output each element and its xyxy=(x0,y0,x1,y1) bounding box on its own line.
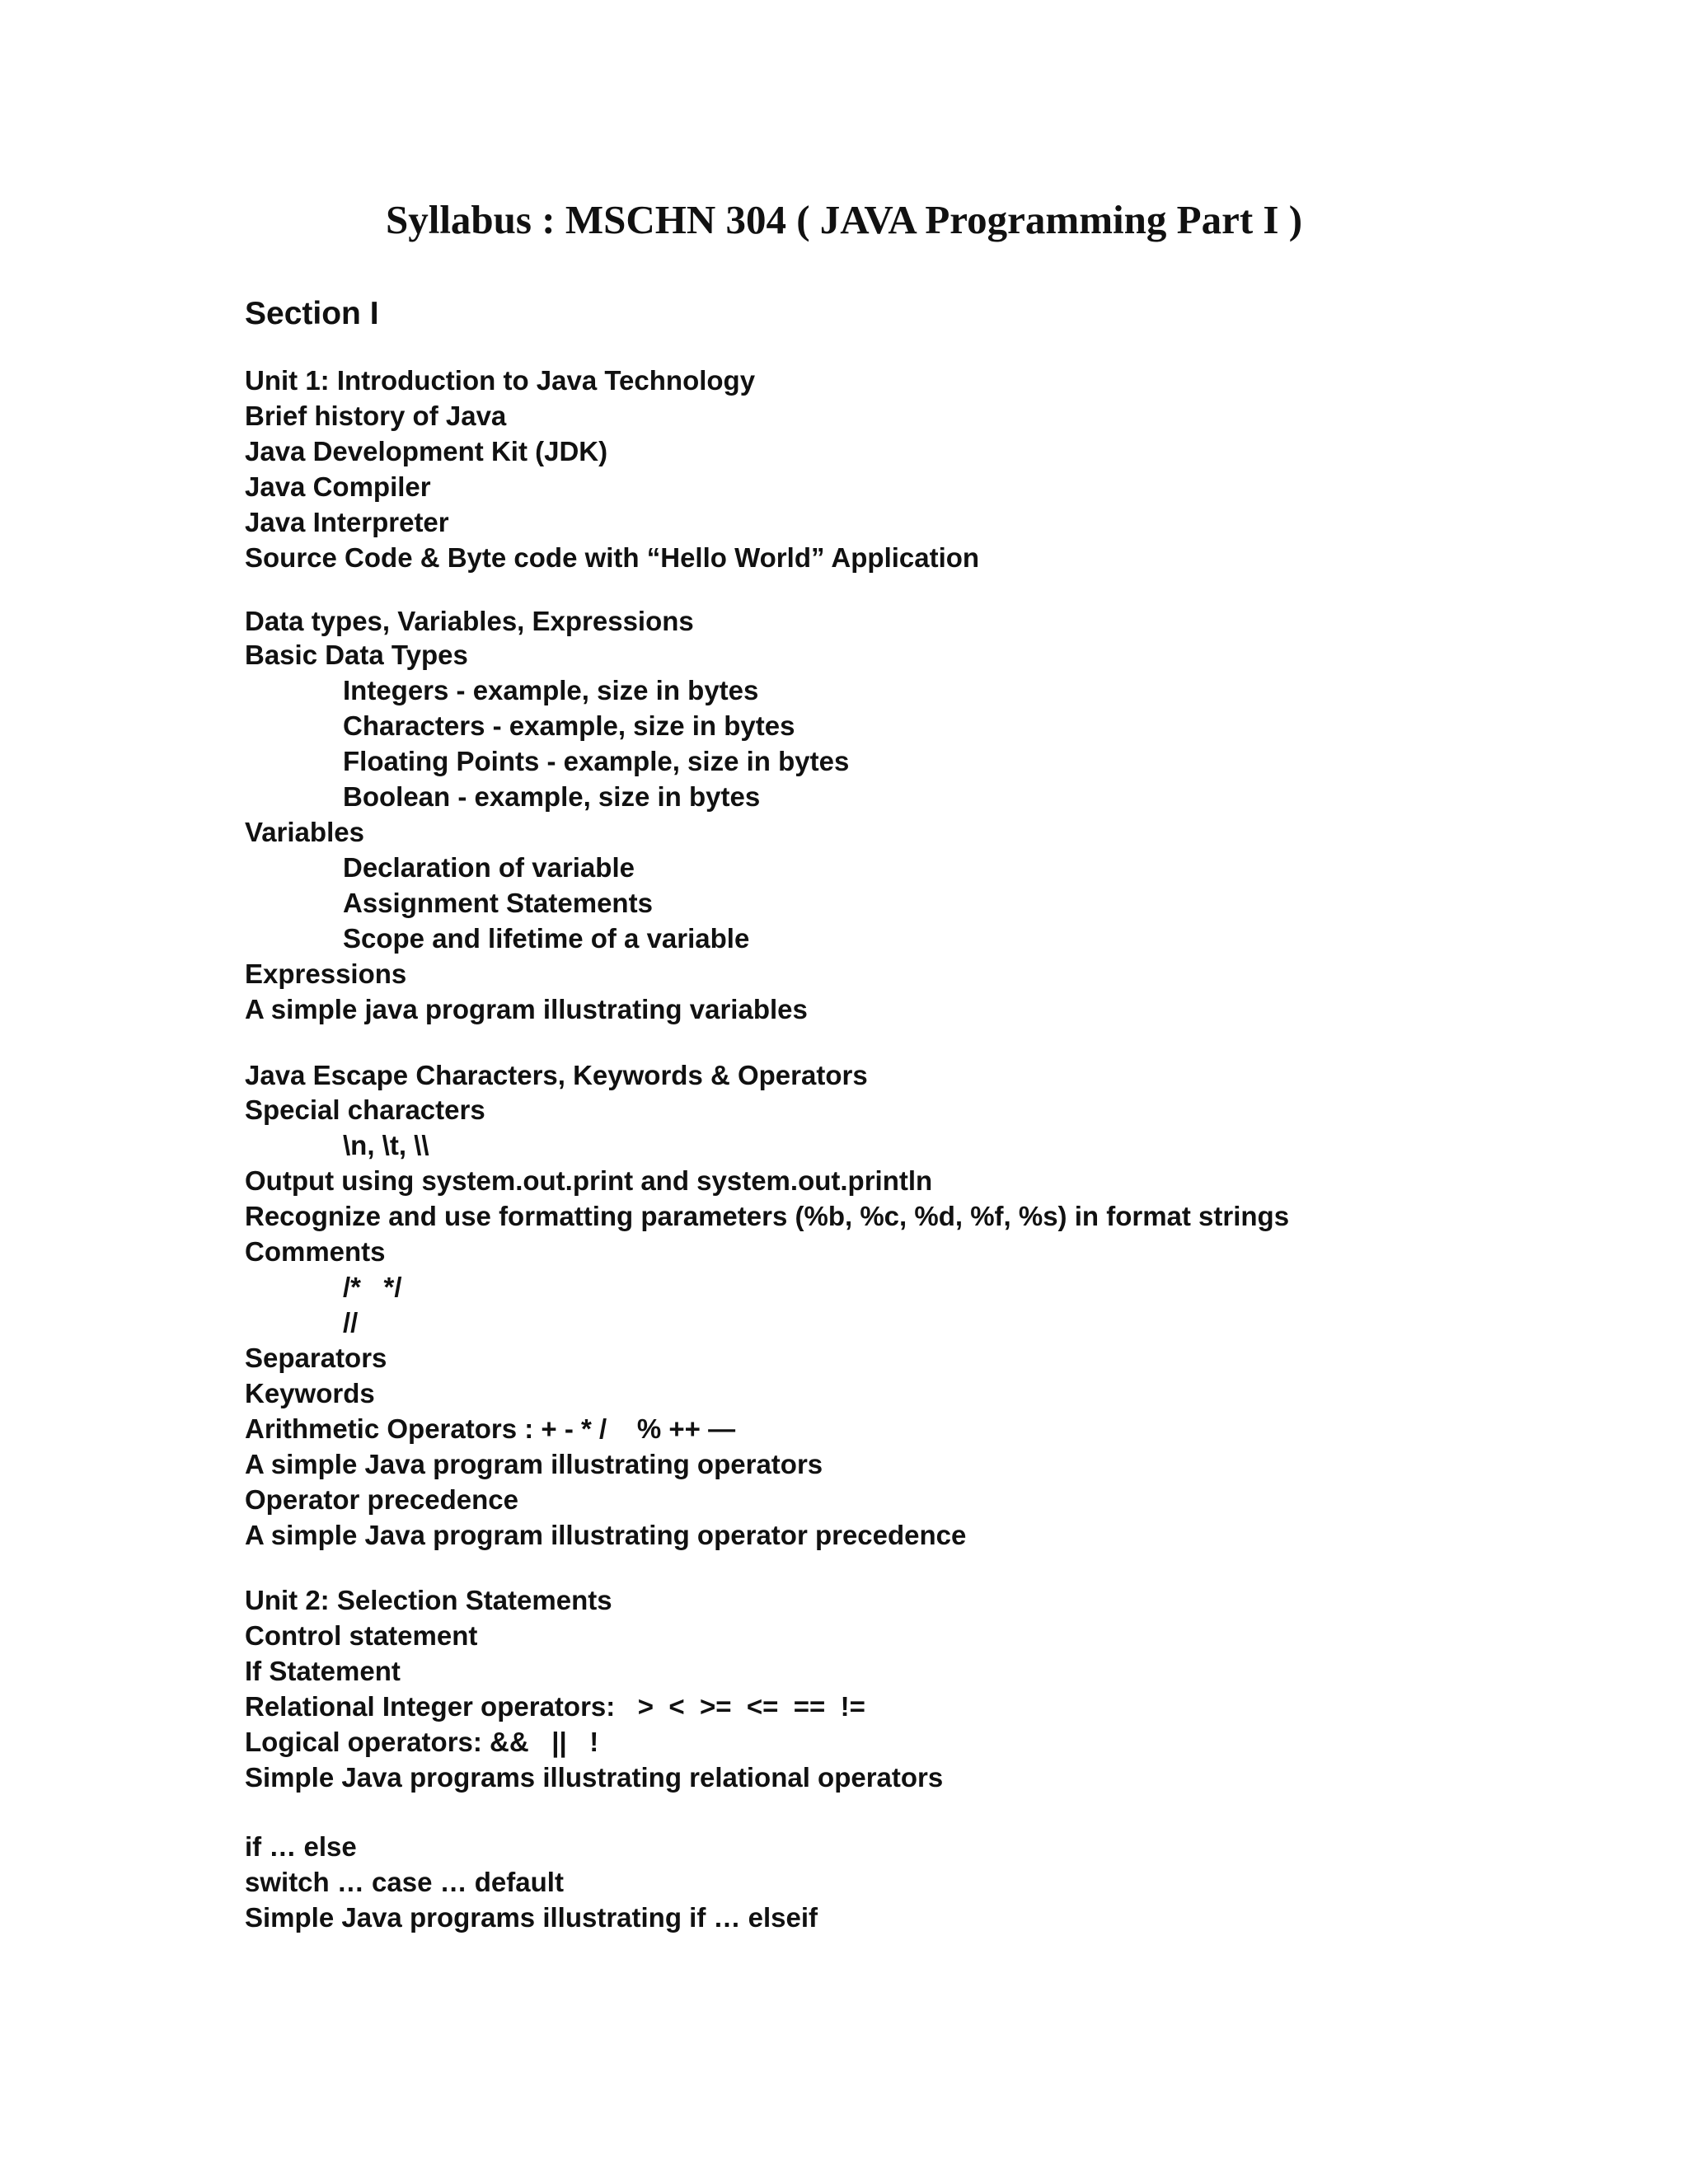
syllabus-subline: /* */ xyxy=(343,1272,402,1302)
syllabus-line: Variables xyxy=(245,817,364,847)
page-title: Syllabus : MSCHN 304 ( JAVA Programming Part I ) xyxy=(385,197,1303,242)
syllabus-line: Simple Java programs illustrating relational operators xyxy=(245,1762,944,1793)
syllabus-line: Java Interpreter xyxy=(245,507,449,537)
syllabus-line: Separators xyxy=(245,1343,387,1373)
syllabus-line: Relational Integer operators: > < >= <= == != xyxy=(245,1691,865,1722)
syllabus-subline: Scope and lifetime of a variable xyxy=(343,923,750,954)
syllabus-line: switch … case … default xyxy=(245,1867,564,1897)
syllabus-line: Logical operators: && || ! xyxy=(245,1727,599,1757)
syllabus-line: Output using system.out.print and system.out.println xyxy=(245,1165,933,1196)
syllabus-line: Arithmetic Operators : + - * / % ++ — xyxy=(245,1413,736,1444)
syllabus-subline: Declaration of variable xyxy=(343,852,635,883)
syllabus-subline: Integers - example, size in bytes xyxy=(343,675,759,705)
syllabus-line: Comments xyxy=(245,1236,386,1267)
topic-heading: Data types, Variables, Expressions xyxy=(245,606,694,636)
syllabus-subline: Characters - example, size in bytes xyxy=(343,710,795,741)
unit-heading: Unit 1: Introduction to Java Technology xyxy=(245,365,756,396)
syllabus-line: Basic Data Types xyxy=(245,640,468,670)
syllabus-line: if … else xyxy=(245,1831,357,1862)
unit-heading: Unit 2: Selection Statements xyxy=(245,1585,612,1615)
syllabus-subline: Floating Points - example, size in bytes xyxy=(343,746,850,776)
syllabus-line: Java Development Kit (JDK) xyxy=(245,436,608,466)
syllabus-line: Recognize and use formatting parameters (%b, %c, %d, %f, %s) in format strings xyxy=(245,1201,1290,1231)
syllabus-subline: Assignment Statements xyxy=(343,888,653,918)
syllabus-line: Control statement xyxy=(245,1620,478,1651)
syllabus-line: Brief history of Java xyxy=(245,401,507,431)
topic-heading: Java Escape Characters, Keywords & Operators xyxy=(245,1060,868,1090)
syllabus-line: If Statement xyxy=(245,1656,401,1686)
syllabus-line: Java Compiler xyxy=(245,471,431,502)
syllabus-subline: \n, \t, \\ xyxy=(343,1130,429,1160)
syllabus-subline: Boolean - example, size in bytes xyxy=(343,781,761,812)
syllabus-line: A simple Java program illustrating operators xyxy=(245,1449,823,1479)
syllabus-line: Special characters xyxy=(245,1094,485,1125)
syllabus-subline: // xyxy=(343,1307,359,1338)
syllabus-line: A simple Java program illustrating operator precedence xyxy=(245,1520,967,1550)
syllabus-line: A simple java program illustrating variables xyxy=(245,994,808,1024)
syllabus-line: Source Code & Byte code with “Hello World” Application xyxy=(245,542,980,573)
syllabus-line: Expressions xyxy=(245,958,407,989)
section-heading: Section I xyxy=(245,296,379,331)
syllabus-line: Simple Java programs illustrating if … elseif xyxy=(245,1902,818,1933)
syllabus-line: Operator precedence xyxy=(245,1484,518,1515)
syllabus-line: Keywords xyxy=(245,1378,375,1408)
